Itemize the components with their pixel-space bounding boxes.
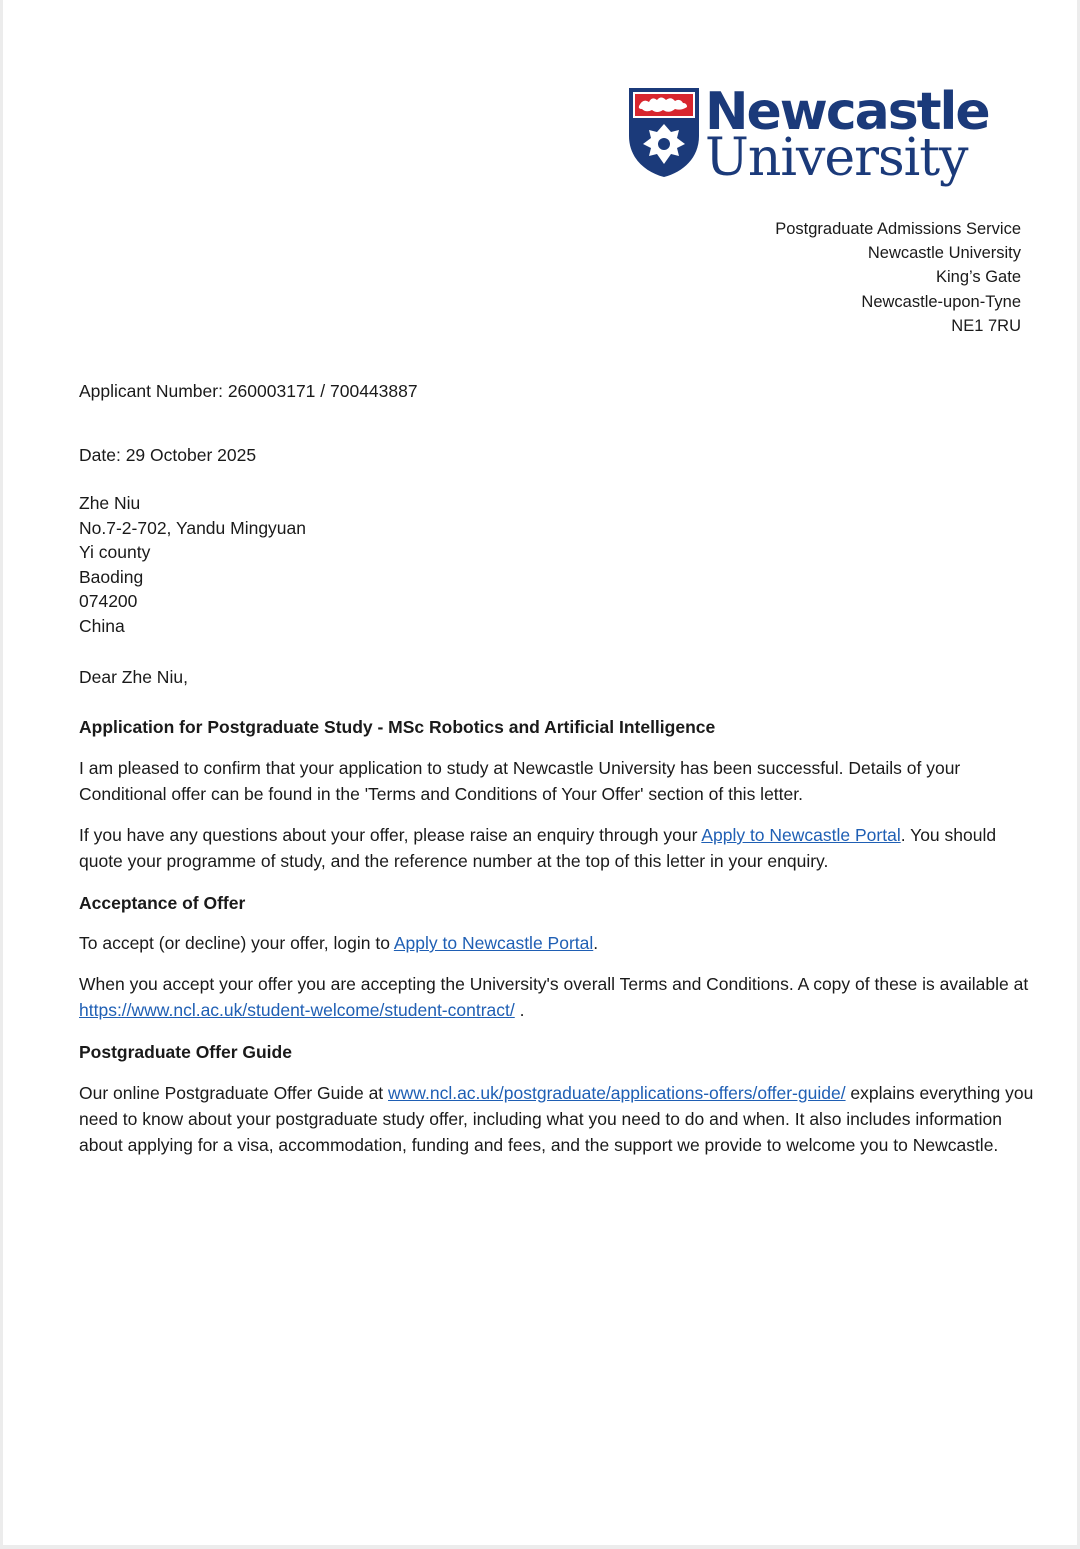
letter-page bbox=[3, 0, 1077, 1545]
heading-acceptance: Acceptance of Offer bbox=[79, 893, 246, 913]
logo-word-university: University bbox=[705, 128, 968, 188]
paragraph-offer-guide bbox=[79, 1080, 1039, 1158]
recipient-address-line: Baoding bbox=[79, 566, 144, 587]
paragraph-offer-confirmation: I am pleased to confirm that your application to study at Newcastle University has been successful. Details of your Conditional offer can be found in the 'Terms and Conditions of Your Offer' section of this letter. bbox=[79, 758, 961, 804]
logo-word-newcastle: Newcastle bbox=[705, 82, 989, 142]
paragraph-questions bbox=[79, 822, 1044, 874]
paragraph-text: . You should quote your programme of study, and the reference number at the top of this letter in your enquiry. bbox=[79, 825, 997, 871]
return-address-line: Newcastle University bbox=[867, 244, 1021, 263]
recipient-name: Zhe Niu bbox=[79, 493, 141, 513]
recipient-address bbox=[79, 491, 1039, 639]
student-contract-link[interactable]: https://www.ncl.ac.uk/student-welcome/student-contract/ bbox=[79, 1000, 515, 1020]
applicant-number: Applicant Number: 260003171 / 700443887 bbox=[79, 381, 418, 401]
paragraph-text: If you have any questions about your offer, please raise an enquiry through your bbox=[79, 825, 702, 845]
return-address bbox=[775, 217, 1021, 338]
recipient-address-line: No.7-2-702, Yandu Mingyuan bbox=[79, 517, 307, 538]
recipient-address-line: Yi county bbox=[79, 542, 151, 563]
paragraph-text: . bbox=[593, 933, 599, 953]
portal-link[interactable]: Apply to Newcastle Portal bbox=[701, 825, 901, 845]
paragraph-accept bbox=[79, 930, 1044, 956]
paragraph-text: When you accept your offer you are accepting the University's overall Terms and Conditions. A copy of these is available at bbox=[79, 974, 1029, 994]
paragraph-text: explains everything you need to know about your postgraduate study offer, including what you need to do and when. It also includes information about applying for a visa, accommodation, funding and fees, and the support we provide to welcome you to Newcastle. bbox=[79, 1083, 1034, 1155]
paragraph-text: Our online Postgraduate Offer Guide at bbox=[79, 1083, 389, 1103]
return-address-line: NE1 7RU bbox=[951, 316, 1021, 335]
return-address-line: King’s Gate bbox=[936, 268, 1021, 287]
return-address-line: Newcastle-upon-Tyne bbox=[861, 292, 1021, 311]
recipient-address-line: China bbox=[79, 615, 125, 636]
university-logo bbox=[627, 82, 989, 190]
paragraph-text: To accept (or decline) your offer, login to bbox=[79, 933, 394, 953]
recipient-address-line: 074200 bbox=[79, 591, 138, 612]
return-address-line: Postgraduate Admissions Service bbox=[775, 220, 1021, 238]
salutation: Dear Zhe Niu, bbox=[79, 667, 188, 687]
letter-date: Date: 29 October 2025 bbox=[79, 445, 257, 465]
paragraph-text: . bbox=[514, 1000, 525, 1020]
shield-icon bbox=[627, 86, 701, 178]
heading-offer-guide: Postgraduate Offer Guide bbox=[79, 1042, 292, 1062]
portal-link[interactable]: Apply to Newcastle Portal bbox=[393, 933, 594, 953]
letter-subject: Application for Postgraduate Study - MSc Robotics and Artificial Intelligence bbox=[79, 717, 716, 737]
paragraph-terms bbox=[79, 971, 1044, 1023]
offer-guide-link[interactable]: www.ncl.ac.uk/postgraduate/applications-offers/offer-guide/ bbox=[388, 1083, 846, 1103]
